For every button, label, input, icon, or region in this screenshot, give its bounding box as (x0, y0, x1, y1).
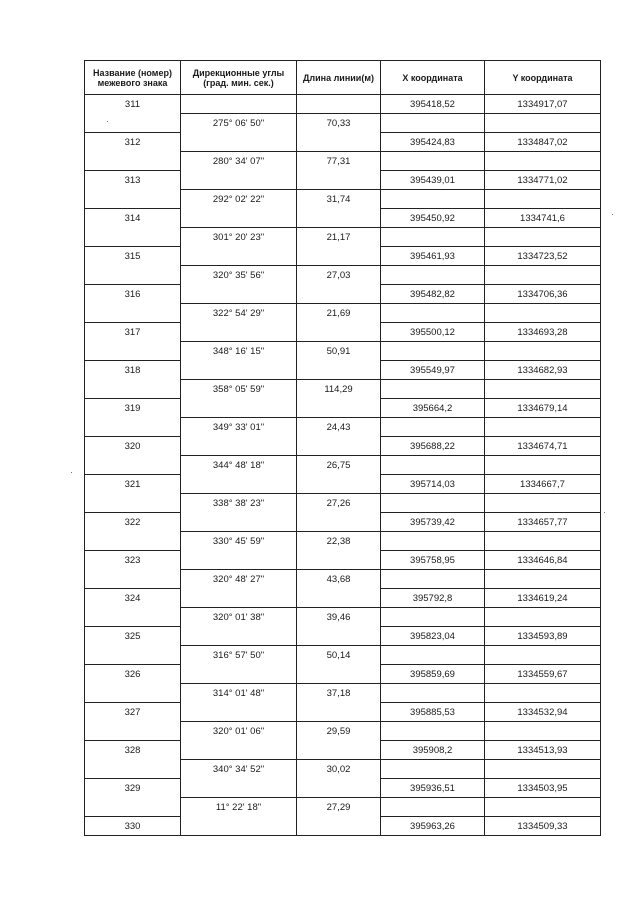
bearing-cell: 320° 48' 27" (181, 570, 297, 589)
length-cell: 70,33 (297, 114, 381, 133)
x-empty-cell (381, 722, 485, 741)
y-coordinate-cell: 1334741,6 (485, 209, 601, 228)
length-empty-cell (297, 285, 381, 304)
point-name-empty-cell (85, 722, 181, 741)
point-name-empty-cell (85, 646, 181, 665)
bearing-cell: 330° 45' 59" (181, 532, 297, 551)
bearing-empty-cell (181, 209, 297, 228)
x-coordinate-cell: 395739,42 (381, 513, 485, 532)
y-coordinate-cell: 1334619,24 (485, 589, 601, 608)
point-name-cell: 323 (85, 551, 181, 570)
point-name-empty-cell (85, 380, 181, 399)
y-empty-cell (485, 380, 601, 399)
x-coordinate-cell: 395823,04 (381, 627, 485, 646)
bearing-empty-cell (181, 323, 297, 342)
point-name-cell: 328 (85, 741, 181, 760)
point-name-cell: 327 (85, 703, 181, 722)
table-row-segment (85, 152, 601, 171)
bearing-cell: 358° 05' 59" (181, 380, 297, 399)
bearing-empty-cell (181, 247, 297, 266)
table-row-segment (85, 532, 601, 551)
table-row-segment (85, 494, 601, 513)
bearing-cell: 301° 20' 23" (181, 228, 297, 247)
y-empty-cell (485, 190, 601, 209)
table-row-point (85, 133, 601, 152)
length-cell: 37,18 (297, 684, 381, 703)
x-coordinate-cell: 395688,22 (381, 437, 485, 456)
bearing-cell: 316° 57' 50" (181, 646, 297, 665)
length-empty-cell (297, 399, 381, 418)
scan-speck (612, 214, 613, 215)
table-row-point (85, 285, 601, 304)
length-cell: 50,91 (297, 342, 381, 361)
table-row-point (85, 323, 601, 342)
y-coordinate-cell: 1334706,36 (485, 285, 601, 304)
bearing-empty-cell (181, 703, 297, 722)
point-name-empty-cell (85, 418, 181, 437)
table-row-point (85, 399, 601, 418)
table-row-point (85, 437, 601, 456)
length-cell: 27,29 (297, 798, 381, 817)
table-row-point (85, 247, 601, 266)
length-cell: 31,74 (297, 190, 381, 209)
point-name-cell: 321 (85, 475, 181, 494)
length-empty-cell (297, 551, 381, 570)
header-bearing: Дирекционные углы (град. мин. сек.) (181, 61, 297, 95)
point-name-cell: 325 (85, 627, 181, 646)
bearing-empty-cell (181, 285, 297, 304)
table-header-row (85, 61, 601, 95)
table-row-segment (85, 228, 601, 247)
length-empty-cell (297, 437, 381, 456)
x-empty-cell (381, 646, 485, 665)
table-row-segment (85, 608, 601, 627)
x-coordinate-cell: 395482,82 (381, 285, 485, 304)
point-name-cell: 320 (85, 437, 181, 456)
x-empty-cell (381, 190, 485, 209)
table-body (85, 95, 601, 836)
x-empty-cell (381, 228, 485, 247)
length-cell: 39,46 (297, 608, 381, 627)
length-empty-cell (297, 209, 381, 228)
table-row-segment (85, 798, 601, 817)
x-coordinate-cell: 395908,2 (381, 741, 485, 760)
bearing-cell: 280° 34' 07" (181, 152, 297, 171)
bearing-empty-cell (181, 741, 297, 760)
bearing-cell: 314° 01' 48" (181, 684, 297, 703)
bearing-cell: 320° 01' 38" (181, 608, 297, 627)
x-coordinate-cell: 395859,69 (381, 665, 485, 684)
y-coordinate-cell: 1334723,52 (485, 247, 601, 266)
length-cell: 77,31 (297, 152, 381, 171)
length-empty-cell (297, 665, 381, 684)
x-coordinate-cell: 395758,95 (381, 551, 485, 570)
scan-speck (71, 472, 72, 473)
x-coordinate-cell: 395963,26 (381, 817, 485, 836)
header-point-name: Название (номер) межевого знака (85, 61, 181, 95)
scan-speck (604, 512, 605, 513)
table-row-segment (85, 722, 601, 741)
point-name-empty-cell (85, 190, 181, 209)
y-empty-cell (485, 114, 601, 133)
table-row-segment (85, 380, 601, 399)
x-empty-cell (381, 608, 485, 627)
x-coordinate-cell: 395418,52 (381, 95, 485, 114)
x-coordinate-cell: 395439,01 (381, 171, 485, 190)
table-row-segment (85, 684, 601, 703)
y-empty-cell (485, 266, 601, 285)
x-coordinate-cell: 395500,12 (381, 323, 485, 342)
x-empty-cell (381, 266, 485, 285)
bearing-cell: 338° 38' 23" (181, 494, 297, 513)
bearing-empty-cell (181, 589, 297, 608)
y-coordinate-cell: 1334532,94 (485, 703, 601, 722)
point-name-empty-cell (85, 760, 181, 779)
table-row-point (85, 665, 601, 684)
x-coordinate-cell: 395549,97 (381, 361, 485, 380)
bearing-cell: 348° 16' 15" (181, 342, 297, 361)
table-row-segment (85, 418, 601, 437)
x-coordinate-cell: 395936,51 (381, 779, 485, 798)
bearing-empty-cell (181, 627, 297, 646)
x-coordinate-cell: 395714,03 (381, 475, 485, 494)
table-row-point (85, 209, 601, 228)
point-name-cell: 322 (85, 513, 181, 532)
table-row-segment (85, 646, 601, 665)
table-row-point (85, 703, 601, 722)
x-empty-cell (381, 684, 485, 703)
point-name-cell: 315 (85, 247, 181, 266)
length-cell: 27,03 (297, 266, 381, 285)
y-empty-cell (485, 304, 601, 323)
bearing-empty-cell (181, 171, 297, 190)
bearing-empty-cell (181, 817, 297, 836)
point-name-empty-cell (85, 798, 181, 817)
y-coordinate-cell: 1334559,67 (485, 665, 601, 684)
y-empty-cell (485, 684, 601, 703)
length-empty-cell (297, 627, 381, 646)
bearing-empty-cell (181, 399, 297, 418)
y-coordinate-cell: 1334917,07 (485, 95, 601, 114)
y-empty-cell (485, 608, 601, 627)
bearing-empty-cell (181, 437, 297, 456)
length-empty-cell (297, 779, 381, 798)
point-name-empty-cell (85, 570, 181, 589)
bearing-cell: 344° 48' 18" (181, 456, 297, 475)
length-empty-cell (297, 133, 381, 152)
x-empty-cell (381, 380, 485, 399)
point-name-empty-cell (85, 684, 181, 703)
y-coordinate-cell: 1334657,77 (485, 513, 601, 532)
y-coordinate-cell: 1334674,71 (485, 437, 601, 456)
length-cell: 114,29 (297, 380, 381, 399)
bearing-empty-cell (181, 513, 297, 532)
table-row-point (85, 627, 601, 646)
length-cell: 29,59 (297, 722, 381, 741)
point-name-cell: 329 (85, 779, 181, 798)
y-empty-cell (485, 342, 601, 361)
point-name-empty-cell (85, 532, 181, 551)
table-row-segment (85, 304, 601, 323)
y-coordinate-cell: 1334509,33 (485, 817, 601, 836)
point-name-empty-cell (85, 608, 181, 627)
header-length: Длина линии(м) (297, 61, 381, 95)
bearing-cell: 322° 54' 29" (181, 304, 297, 323)
table-row-point (85, 513, 601, 532)
y-coordinate-cell: 1334679,14 (485, 399, 601, 418)
table-row-segment (85, 456, 601, 475)
x-coordinate-cell: 395424,83 (381, 133, 485, 152)
table-row-segment (85, 190, 601, 209)
length-cell: 22,38 (297, 532, 381, 551)
point-name-cell: 318 (85, 361, 181, 380)
y-empty-cell (485, 798, 601, 817)
length-cell: 24,43 (297, 418, 381, 437)
y-empty-cell (485, 760, 601, 779)
y-coordinate-cell: 1334593,89 (485, 627, 601, 646)
bearing-empty-cell (181, 551, 297, 570)
bearing-empty-cell (181, 95, 297, 114)
bearing-cell: 340° 34' 52" (181, 760, 297, 779)
x-empty-cell (381, 570, 485, 589)
x-coordinate-cell: 395792,8 (381, 589, 485, 608)
point-name-cell: 311 (85, 95, 181, 114)
length-empty-cell (297, 95, 381, 114)
length-cell: 27,26 (297, 494, 381, 513)
bearing-cell: 292° 02' 22" (181, 190, 297, 209)
point-name-cell: 326 (85, 665, 181, 684)
point-name-empty-cell (85, 456, 181, 475)
y-coordinate-cell: 1334682,93 (485, 361, 601, 380)
length-empty-cell (297, 703, 381, 722)
point-name-cell: 324 (85, 589, 181, 608)
point-name-empty-cell (85, 342, 181, 361)
bearing-empty-cell (181, 475, 297, 494)
y-coordinate-cell: 1334513,93 (485, 741, 601, 760)
table-row-point (85, 589, 601, 608)
length-empty-cell (297, 817, 381, 836)
bearing-cell: 320° 35' 56" (181, 266, 297, 285)
point-name-cell: 317 (85, 323, 181, 342)
bearing-cell: 11° 22' 18" (181, 798, 297, 817)
length-cell: 43,68 (297, 570, 381, 589)
point-name-empty-cell (85, 114, 181, 133)
y-empty-cell (485, 494, 601, 513)
point-name-cell: 314 (85, 209, 181, 228)
bearing-empty-cell (181, 665, 297, 684)
bearing-empty-cell (181, 133, 297, 152)
length-empty-cell (297, 475, 381, 494)
point-name-empty-cell (85, 494, 181, 513)
bearing-empty-cell (181, 779, 297, 798)
point-name-empty-cell (85, 304, 181, 323)
length-empty-cell (297, 513, 381, 532)
point-name-cell: 330 (85, 817, 181, 836)
length-empty-cell (297, 361, 381, 380)
length-empty-cell (297, 323, 381, 342)
x-empty-cell (381, 418, 485, 437)
header-y-coordinate: Y координата (485, 61, 601, 95)
table-row-segment (85, 760, 601, 779)
table-row-point (85, 171, 601, 190)
bearing-empty-cell (181, 361, 297, 380)
x-coordinate-cell: 395664,2 (381, 399, 485, 418)
length-cell: 26,75 (297, 456, 381, 475)
y-coordinate-cell: 1334503,95 (485, 779, 601, 798)
y-empty-cell (485, 570, 601, 589)
x-coordinate-cell: 395450,92 (381, 209, 485, 228)
table-row-point (85, 361, 601, 380)
length-cell: 21,17 (297, 228, 381, 247)
bearing-cell: 275° 06' 50" (181, 114, 297, 133)
y-empty-cell (485, 532, 601, 551)
table-row-point (85, 551, 601, 570)
table-row-point (85, 95, 601, 114)
x-empty-cell (381, 494, 485, 513)
table-row-point (85, 475, 601, 494)
point-name-empty-cell (85, 152, 181, 171)
x-empty-cell (381, 456, 485, 475)
y-empty-cell (485, 722, 601, 741)
table-row-segment (85, 266, 601, 285)
x-empty-cell (381, 798, 485, 817)
length-empty-cell (297, 741, 381, 760)
boundary-coordinates-table (84, 60, 601, 836)
point-name-cell: 319 (85, 399, 181, 418)
point-name-cell: 313 (85, 171, 181, 190)
x-empty-cell (381, 114, 485, 133)
length-cell: 50,14 (297, 646, 381, 665)
table-row-point (85, 741, 601, 760)
y-empty-cell (485, 228, 601, 247)
bearing-cell: 349° 33' 01" (181, 418, 297, 437)
y-coordinate-cell: 1334667,7 (485, 475, 601, 494)
table-row-segment (85, 114, 601, 133)
table-row-segment (85, 342, 601, 361)
length-empty-cell (297, 247, 381, 266)
x-empty-cell (381, 760, 485, 779)
x-empty-cell (381, 152, 485, 171)
x-coordinate-cell: 395461,93 (381, 247, 485, 266)
table-row-segment (85, 570, 601, 589)
length-empty-cell (297, 171, 381, 190)
length-cell: 30,02 (297, 760, 381, 779)
header-x-coordinate: X координата (381, 61, 485, 95)
y-coordinate-cell: 1334693,28 (485, 323, 601, 342)
y-empty-cell (485, 152, 601, 171)
table-row-point (85, 779, 601, 798)
x-empty-cell (381, 304, 485, 323)
length-cell: 21,69 (297, 304, 381, 323)
point-name-empty-cell (85, 228, 181, 247)
point-name-cell: 316 (85, 285, 181, 304)
y-coordinate-cell: 1334771,02 (485, 171, 601, 190)
y-empty-cell (485, 456, 601, 475)
point-name-cell: 312 (85, 133, 181, 152)
table-row-point (85, 817, 601, 836)
length-empty-cell (297, 589, 381, 608)
x-empty-cell (381, 342, 485, 361)
y-coordinate-cell: 1334847,02 (485, 133, 601, 152)
bearing-cell: 320° 01' 06" (181, 722, 297, 741)
y-empty-cell (485, 418, 601, 437)
y-coordinate-cell: 1334646,84 (485, 551, 601, 570)
point-name-empty-cell (85, 266, 181, 285)
x-empty-cell (381, 532, 485, 551)
x-coordinate-cell: 395885,53 (381, 703, 485, 722)
y-empty-cell (485, 646, 601, 665)
